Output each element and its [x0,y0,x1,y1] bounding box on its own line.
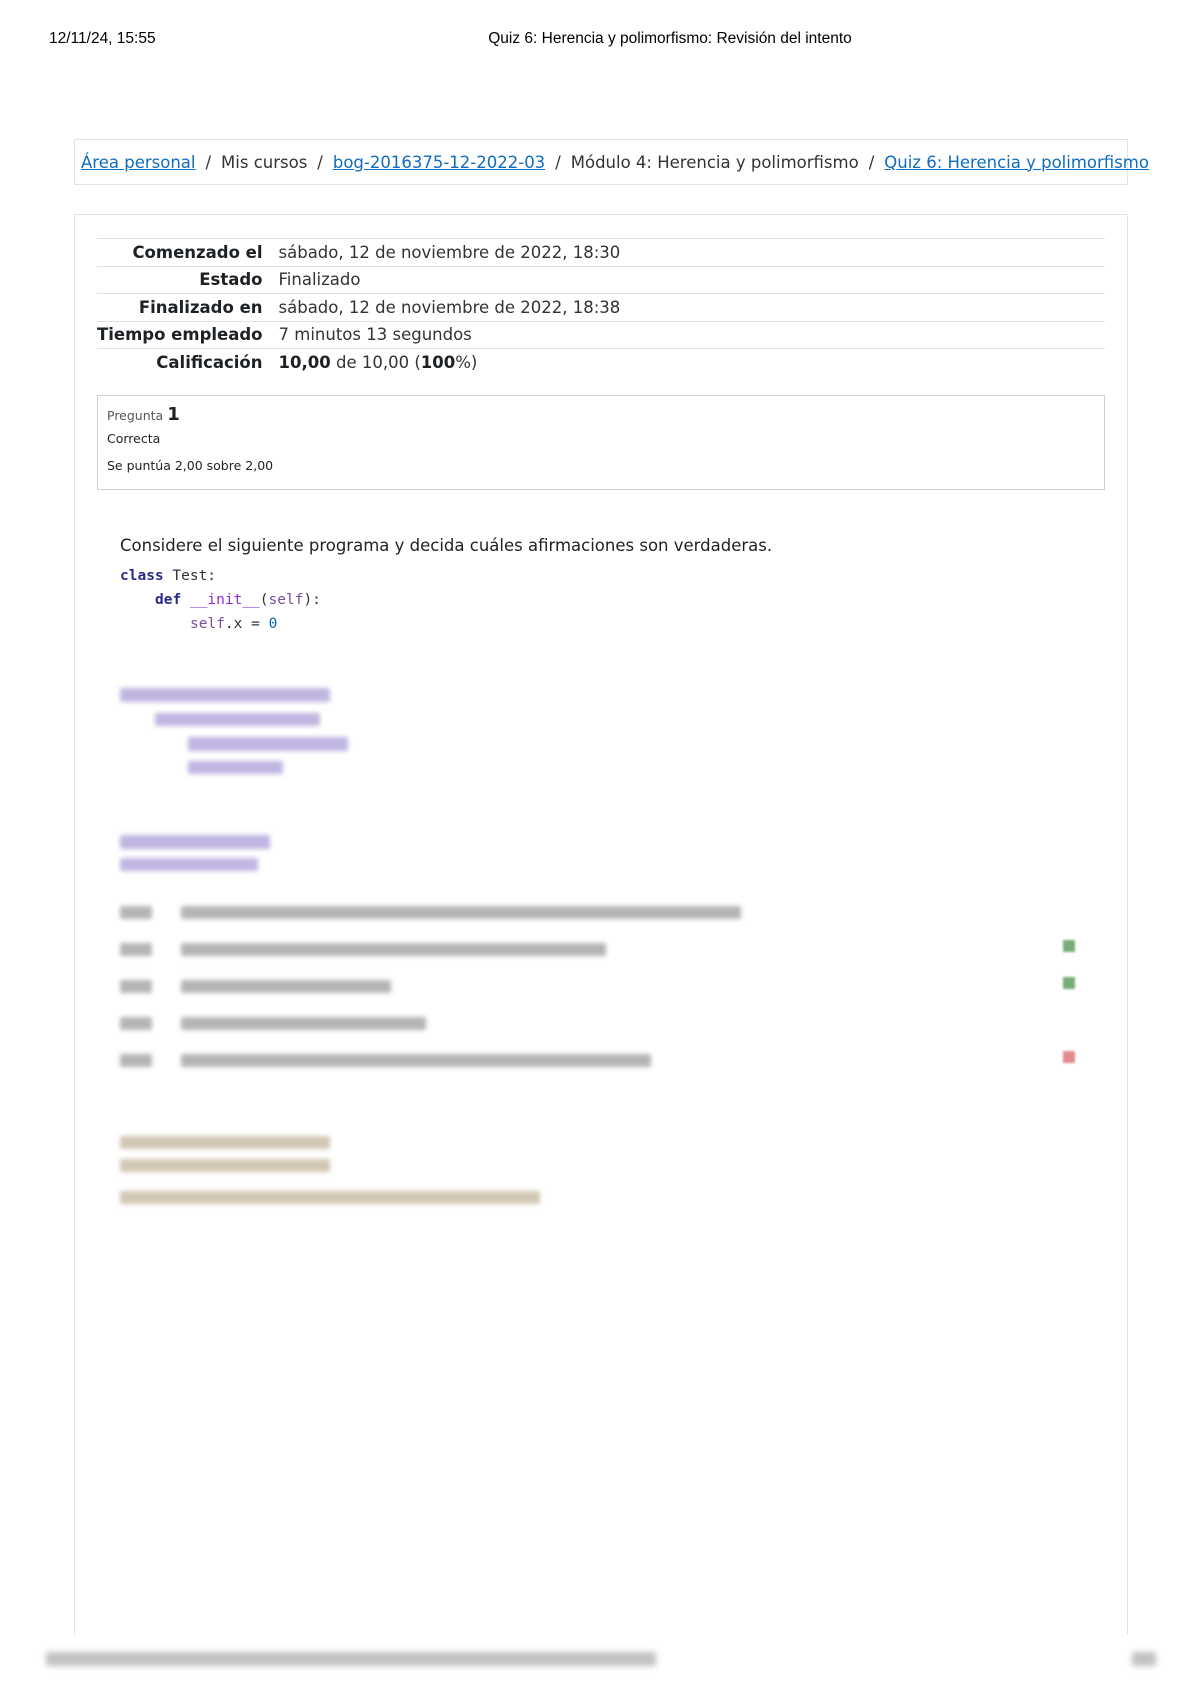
code-function: __init__ [189,592,260,608]
summary-value: sábado, 12 de noviembre de 2022, 18:30 [278,242,621,262]
breadcrumb-quiz[interactable]: Quiz 6: Herencia y polimorfismo [884,152,1149,172]
summary-row [97,321,1105,349]
question-number-value: 1 [167,404,180,425]
print-footer-url [46,1652,656,1666]
blurred-code [155,713,320,726]
summary-value: sábado, 12 de noviembre de 2022, 18:38 [278,297,621,317]
code-self: self [190,616,225,632]
blurred-option [181,1054,651,1067]
code-line [155,592,321,608]
question-prefix: Pregunta [107,408,164,423]
breadcrumb-separator: / [555,152,561,172]
question-mark: Se puntúa 2,00 sobre 2,00 [107,458,274,473]
incorrect-icon [1063,1051,1075,1063]
breadcrumb-separator: / [868,152,875,172]
blurred-code [188,761,283,774]
blurred-option [181,980,391,993]
correct-icon [1063,940,1075,952]
code-self: self [268,592,304,608]
breadcrumb-mis-cursos: Mis cursos [221,152,308,172]
code-keyword: class [120,568,164,584]
summary-label: Finalizado en [138,297,263,317]
blurred-option-marker [120,943,152,956]
summary-value: 7 minutos 13 segundos [278,325,472,345]
summary-row [97,239,1105,267]
blurred-option-marker [120,1017,152,1030]
code-number: 0 [268,616,278,632]
code-text: .x = [224,616,269,632]
breadcrumb [74,139,1149,185]
breadcrumb-course[interactable]: bog-2016375-12-2022-03 [332,152,546,172]
blurred-option-marker [120,906,152,919]
blurred-feedback [120,1191,540,1204]
grade-percent-suffix: %) [455,353,478,372]
print-datetime: 12/11/24, 15:55 [49,30,156,47]
question-number [107,404,1095,425]
blurred-option [181,1017,426,1030]
breadcrumb-separator: / [205,152,212,172]
print-footer-page [1132,1652,1156,1666]
question-text: Considere el siguiente programa y decida cuáles afirmaciones son verdaderas. [120,536,773,555]
print-header [49,30,1141,50]
code-line [190,616,277,632]
breadcrumb-module: Módulo 4: Herencia y polimorfismo [570,152,859,172]
summary-value: Finalizado [278,270,361,290]
summary-label: Tiempo empleado [97,325,263,345]
question-state: Correcta [107,431,161,446]
summary-label: Estado [199,270,263,290]
grade-of-text: de 10,00 ( [335,353,421,372]
summary-label: Comenzado el [132,242,263,262]
breadcrumb-area-personal[interactable]: Área personal [81,152,196,172]
grade-label: Calificación [156,353,263,372]
code-text: Test: [163,568,217,584]
blurred-code [188,737,348,751]
summary-row [97,294,1105,322]
blurred-option-marker [120,1054,152,1067]
blurred-code [120,858,258,871]
blurred-code [120,835,270,849]
code-keyword: def [155,592,182,608]
print-page-title: Quiz 6: Herencia y polimorfismo: Revisión del intento [488,30,852,47]
blurred-code [120,688,330,702]
code-text: ( [259,592,269,608]
blurred-option [181,943,606,956]
blurred-feedback [120,1136,330,1149]
blurred-option-marker [120,980,152,993]
blurred-feedback [120,1159,330,1172]
code-text: ): [303,592,321,608]
code-line [120,568,216,584]
blurred-option [181,906,741,919]
summary-row-grade [97,349,1105,377]
breadcrumb-separator: / [317,152,323,172]
grade-score: 10,00 [278,353,331,372]
attempt-summary-table [97,238,1105,376]
correct-icon [1063,977,1075,989]
summary-row [97,266,1105,294]
question-info-box [97,395,1105,490]
grade-percent: 100 [420,353,456,372]
grade-value [279,349,1105,377]
blurred-content [75,640,1127,1640]
